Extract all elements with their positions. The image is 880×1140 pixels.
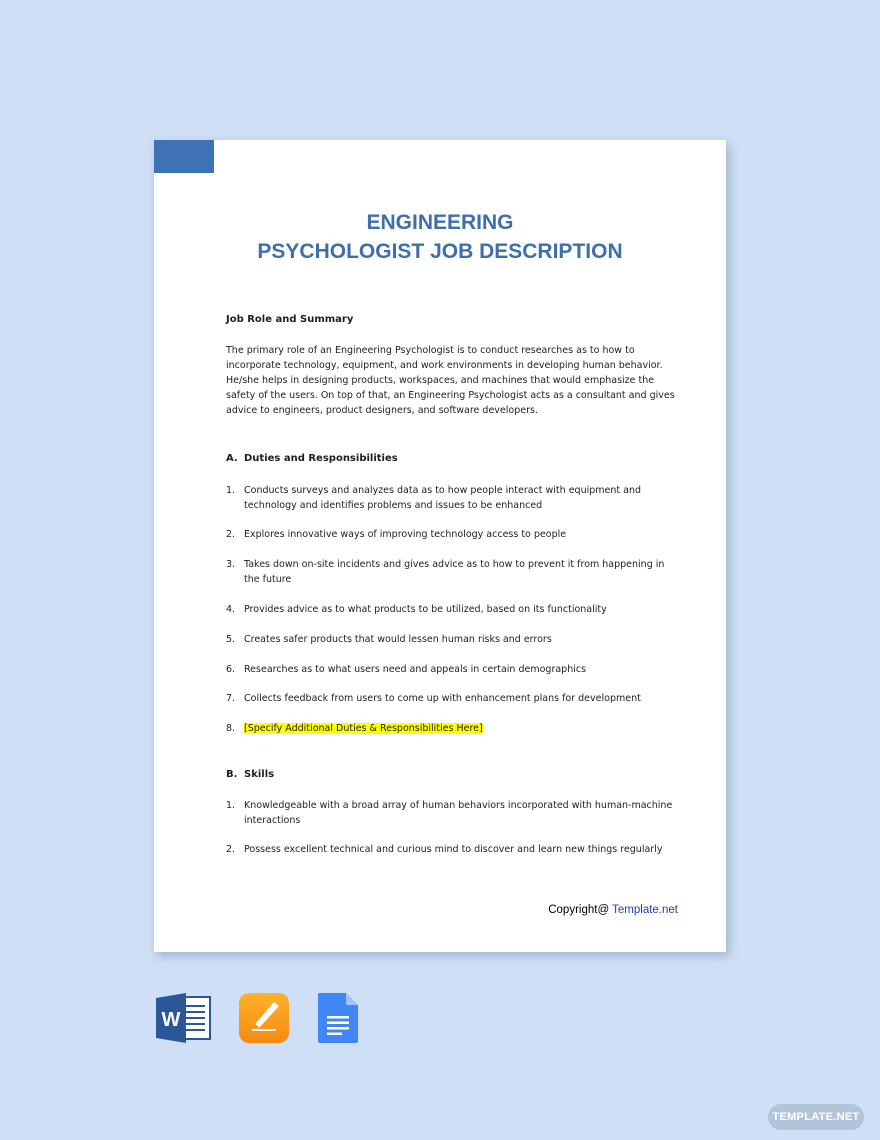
word-letter: W [161,1009,181,1031]
duty-number: 6. [226,664,236,675]
title-line-1: ENGINEERING [366,211,514,234]
duty-text: Collects feedback from users to come up with enhancement plans for development [244,693,641,704]
duty-number: 1. [226,485,236,496]
duty-number: 8. [226,723,236,734]
duty-number: 3. [226,559,236,570]
skill-item [226,842,676,857]
duty-text: Explores innovative ways of improving technology access to people [244,529,567,540]
document-preview [154,140,726,952]
skill-text: Knowledgeable with a broad array of human behaviors incorporated with human-machine interactions [244,800,673,826]
duty-text: Takes down on-site incidents and gives advice as to how to prevent it from happening in the future [244,559,665,585]
skill-item [226,798,676,828]
skill-number: 1. [226,800,236,811]
duty-number: 4. [226,604,236,615]
duty-number: 5. [226,634,236,645]
corner-accent-block [154,140,214,173]
duty-item [226,602,676,617]
skill-text: Possess excellent technical and curious mind to discover and learn new things regularly [244,844,663,855]
duty-text: Researches as to what users need and appeals in certain demographics [244,664,587,675]
duty-text: Provides advice as to what products to be utilized, based on its functionality [244,604,607,615]
duty-item-placeholder [226,721,676,736]
highlighted-placeholder-text[interactable]: [Specify Additional Duties & Responsibilities Here] [244,723,483,734]
duty-item [226,632,676,647]
duty-text: Creates safer products that would lessen human risks and errors [244,634,552,645]
duties-heading-text: Duties and Responsibilities [244,453,398,464]
apple-pages-icon[interactable] [238,992,290,1044]
duty-item [226,557,676,587]
skill-number: 2. [226,844,236,855]
summary-paragraph: The primary role of an Engineering Psychologist is to conduct researches as to how to incorporate technology, equipment, and work environments in developing human behavior. He/she helps in designing products, workspaces, and machines that would emphasize the safety of the users. On top of that, an Engineering Psychologist acts as a consultant and gives advice to engineers, product designers, and software developers. [226,345,675,416]
skills-heading-text: Skills [244,769,275,780]
skills-heading [226,767,676,782]
copyright-line [548,904,678,916]
duty-text: Conducts surveys and analyzes data as to how people interact with equipment and technology and identifies problems and issues to be enhanced [244,485,642,511]
google-docs-icon[interactable] [316,992,360,1044]
duty-item [226,527,676,542]
template-net-badge[interactable]: TEMPLATE.NET [768,1104,864,1130]
duty-number: 7. [226,693,236,704]
document-body [226,312,676,857]
document-title [154,208,726,266]
role-heading: Job Role and Summary [226,314,354,325]
copyright-label: Copyright@ [548,904,610,916]
title-line-2: PSYCHOLOGIST JOB DESCRIPTION [257,240,623,263]
duties-letter: A. [226,453,238,464]
duty-number: 2. [226,529,236,540]
microsoft-word-icon[interactable] [156,992,212,1044]
duty-item [226,483,676,513]
duty-item [226,691,676,706]
duties-heading [226,451,676,466]
skills-letter: B. [226,769,238,780]
duty-item [226,662,676,677]
copyright-link[interactable]: Template.net [612,904,678,916]
app-format-icons [0,992,880,1048]
